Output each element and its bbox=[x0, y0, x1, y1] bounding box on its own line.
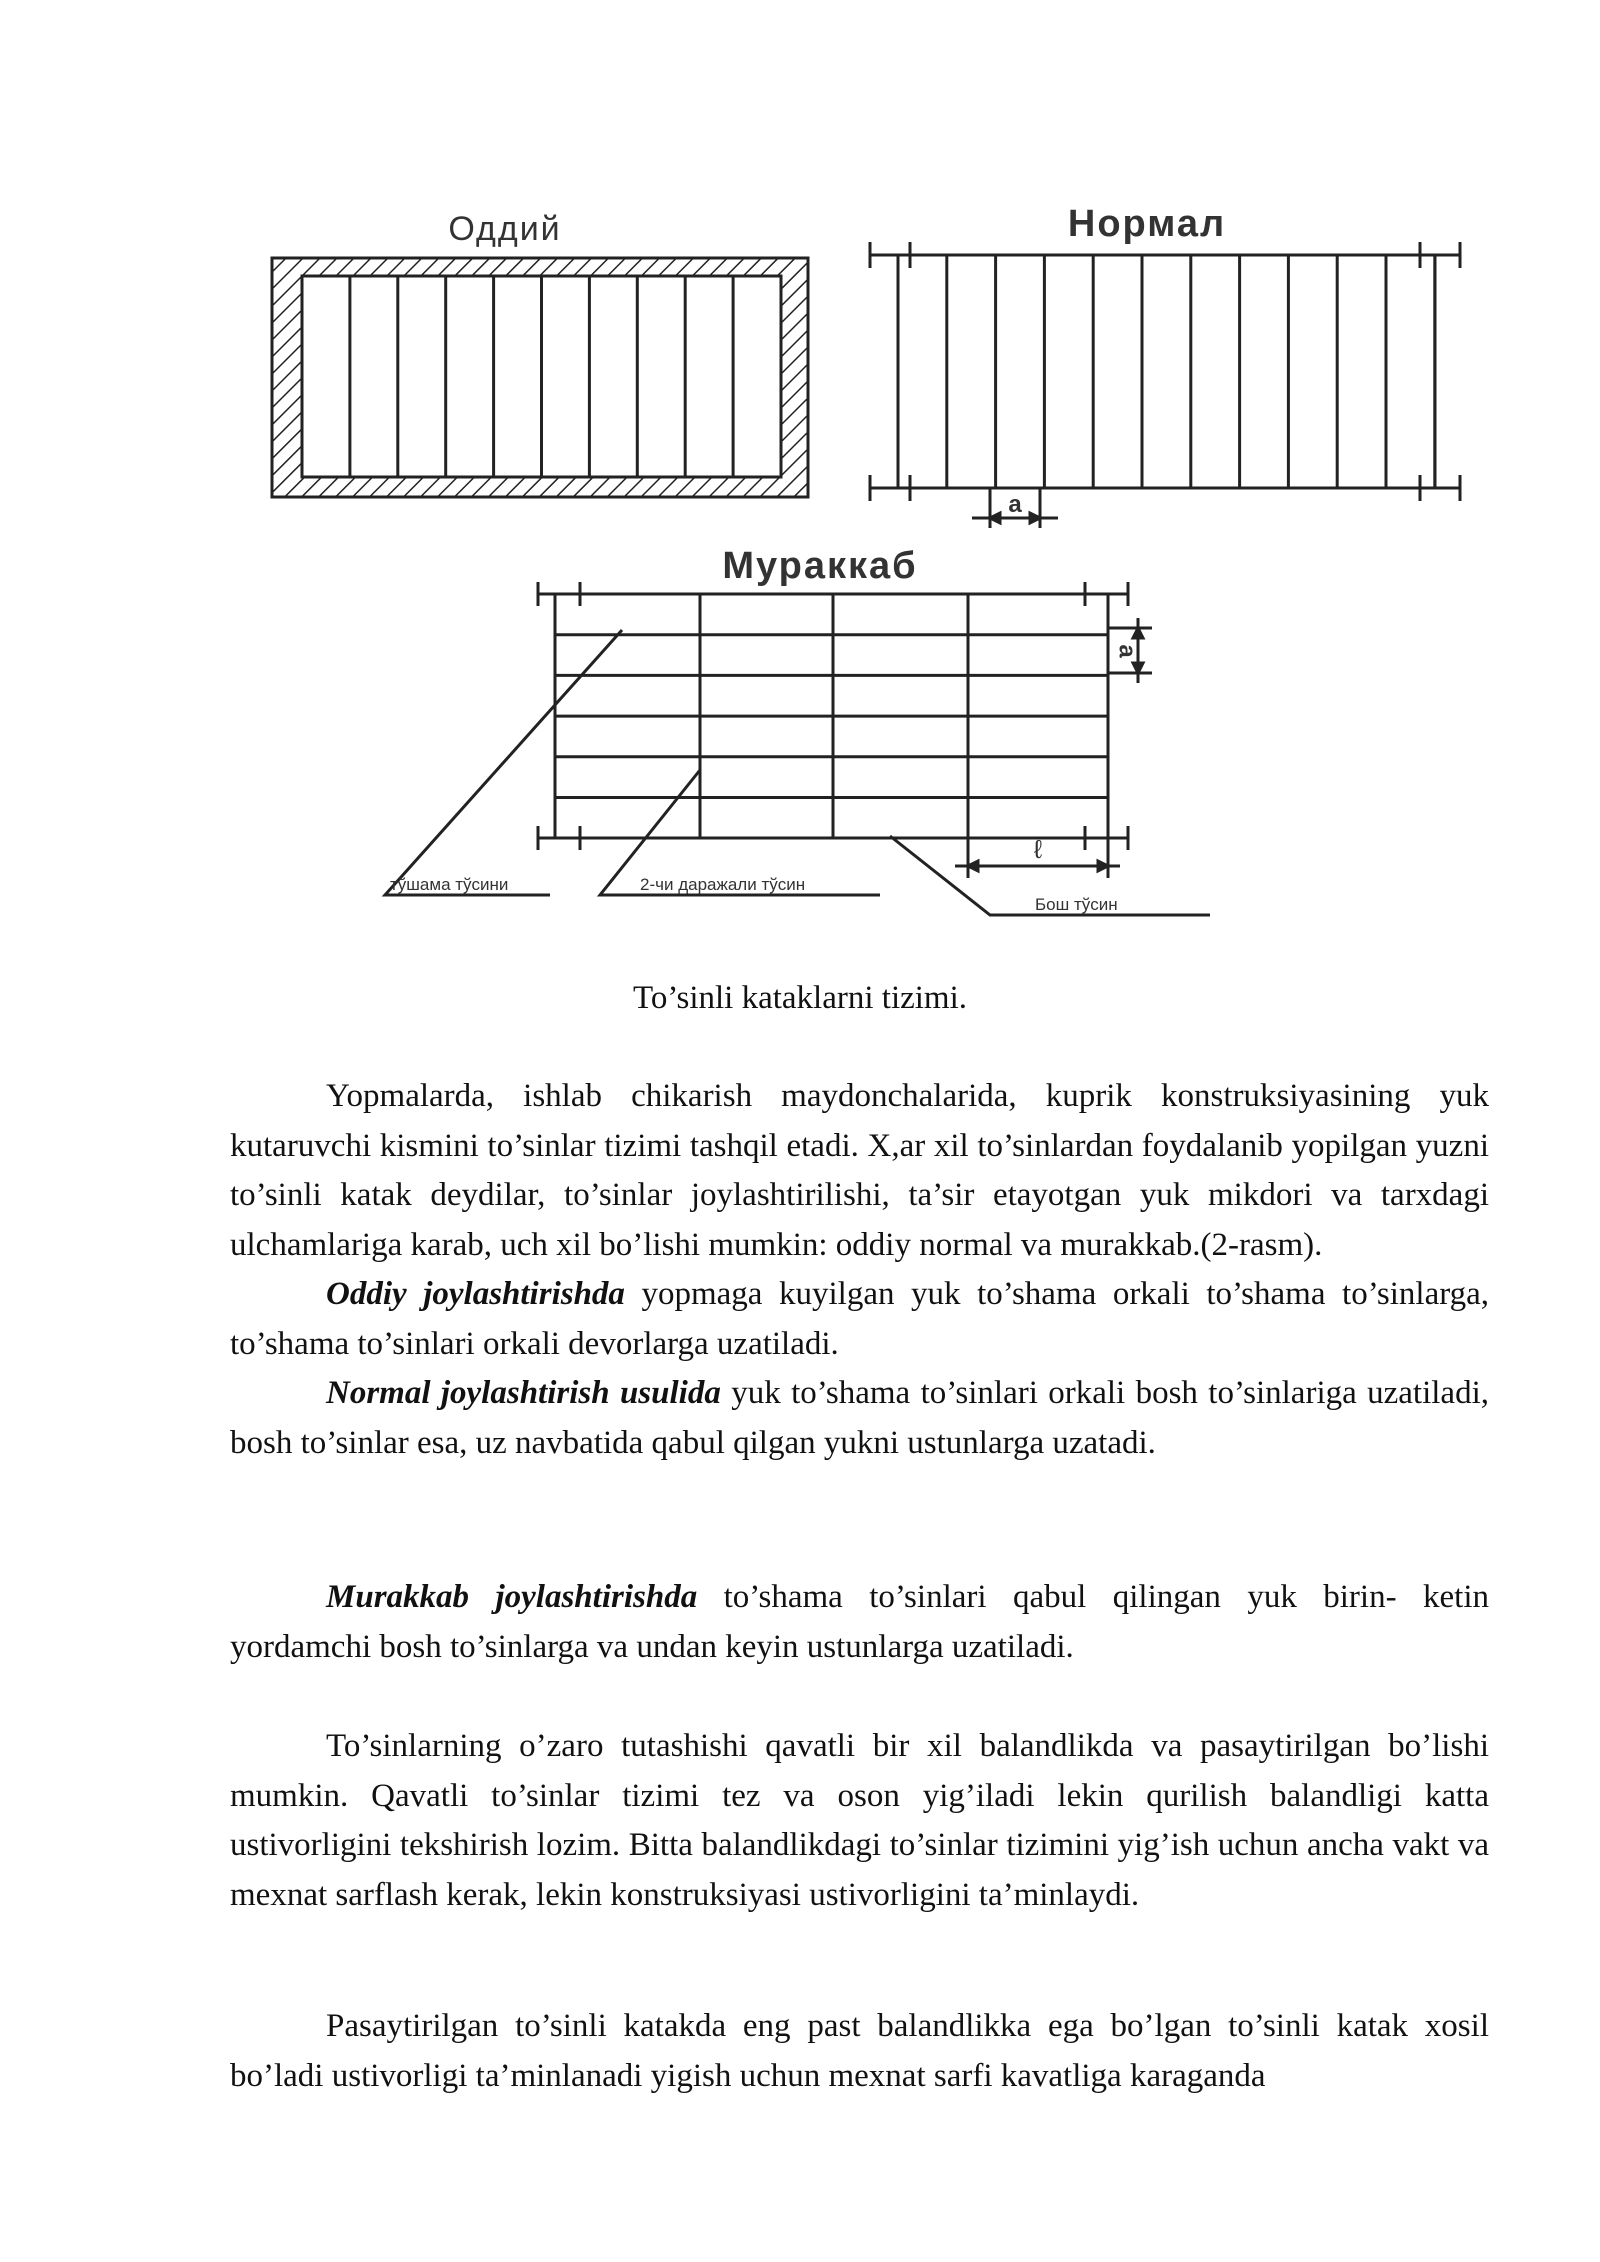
oddiy-label: Оддий bbox=[448, 210, 562, 248]
text-block bbox=[230, 1072, 1489, 1468]
leader-label-bosh: Бош тўсин bbox=[1035, 895, 1118, 914]
paragraph-2: Oddiy joylashtirishda yopmaga kuyilgan yuk to’shama orkali to’shama to’sinlarga, to’shama to’sinlari orkali devorlarga uzatiladi. bbox=[230, 1276, 1490, 1362]
text-block bbox=[230, 1573, 1489, 1672]
murakkab-label: Мураккаб bbox=[722, 545, 918, 587]
murakkab-dim-l-label: ℓ bbox=[1033, 834, 1043, 864]
normal-label: Нормал bbox=[1067, 203, 1227, 245]
term-normal: Normal joylashtirish usulida bbox=[326, 1375, 721, 1411]
normal-dim-a-label: a bbox=[1008, 491, 1022, 518]
paragraph-1: Yopmalarda, ishlab chikarish maydonchalarida, kuprik konstruksiyasining yuk kutaruvchi kismini to’sinlar tizimi tashqil etadi. X,ar xil to’sinlardan foydalanib yopilgan yuzni to’sinli katak deydilar, to’sinlar joylashtirilishi, ta’sir etayotgan yuk mikdori va tarxdagi ulchamlariga karab, uch xil bo’lishi mumkin: oddiy normal va murakkab.(2-rasm). bbox=[230, 1078, 1489, 1263]
oddiy-diagram bbox=[272, 210, 808, 497]
murakkab-diagram bbox=[385, 545, 1210, 915]
paragraph-3: Normal joylashtirish usulida yuk to’shama to’sinlari orkali bosh to’sinlariga uzatiladi, bosh to’sinlar esa, uz navbatida qabul qilgan yukni ustunlarga uzatadi. bbox=[230, 1375, 1489, 1461]
term-murakkab: Murakkab joylashtirishda bbox=[326, 1579, 698, 1615]
paragraph-5: To’sinlarning o’zaro tutashishi qavatli bir xil balandlikda va pasaytirilgan bo’lishi mumkin. Qavatli to’sinlar tizimi tez va oson yig’iladi lekin qurilish balandligi katta ustivorligini tekshirish lozim. Bitta balandlikdagi to’sinlar tizimini yig’ish uchun ancha vakt va mexnat sarflash kerak, lekin konstruksiyasi ustivorligini ta’minlaydi. bbox=[230, 1728, 1489, 1913]
paragraph-4: Murakkab joylashtirishda to’shama to’sinlari qabul qilingan yuk birin- ketin yordamchi bosh to’sinlarga va undan keyin ustunlarga uzatiladi. bbox=[230, 1579, 1489, 1665]
leader-label-tushama: тўшама тўсини bbox=[390, 875, 509, 894]
normal-diagram bbox=[870, 203, 1460, 528]
text-block bbox=[230, 2002, 1489, 2101]
murakkab-dim-a-label: a bbox=[1113, 644, 1141, 658]
paragraph-6: Pasaytirilgan to’sinli katakda eng past balandlikka ega bo’lgan to’sinli katak xosil bo’ladi ustivorligi ta’minlanadi yigish uchun mexnat sarfi kavatliga karaganda bbox=[230, 2008, 1489, 2094]
normal-floor-beams bbox=[947, 255, 1435, 488]
leader-lines bbox=[385, 630, 1210, 915]
text-block bbox=[230, 1722, 1489, 1920]
term-oddiy: Oddiy joylashtirishda bbox=[326, 1276, 625, 1312]
figure-caption: To’sinli kataklarni tizimi. bbox=[632, 980, 968, 1016]
leader-label-2chi: 2-чи даражали тўсин bbox=[640, 875, 806, 894]
beam-grid-figure bbox=[0, 0, 1600, 960]
